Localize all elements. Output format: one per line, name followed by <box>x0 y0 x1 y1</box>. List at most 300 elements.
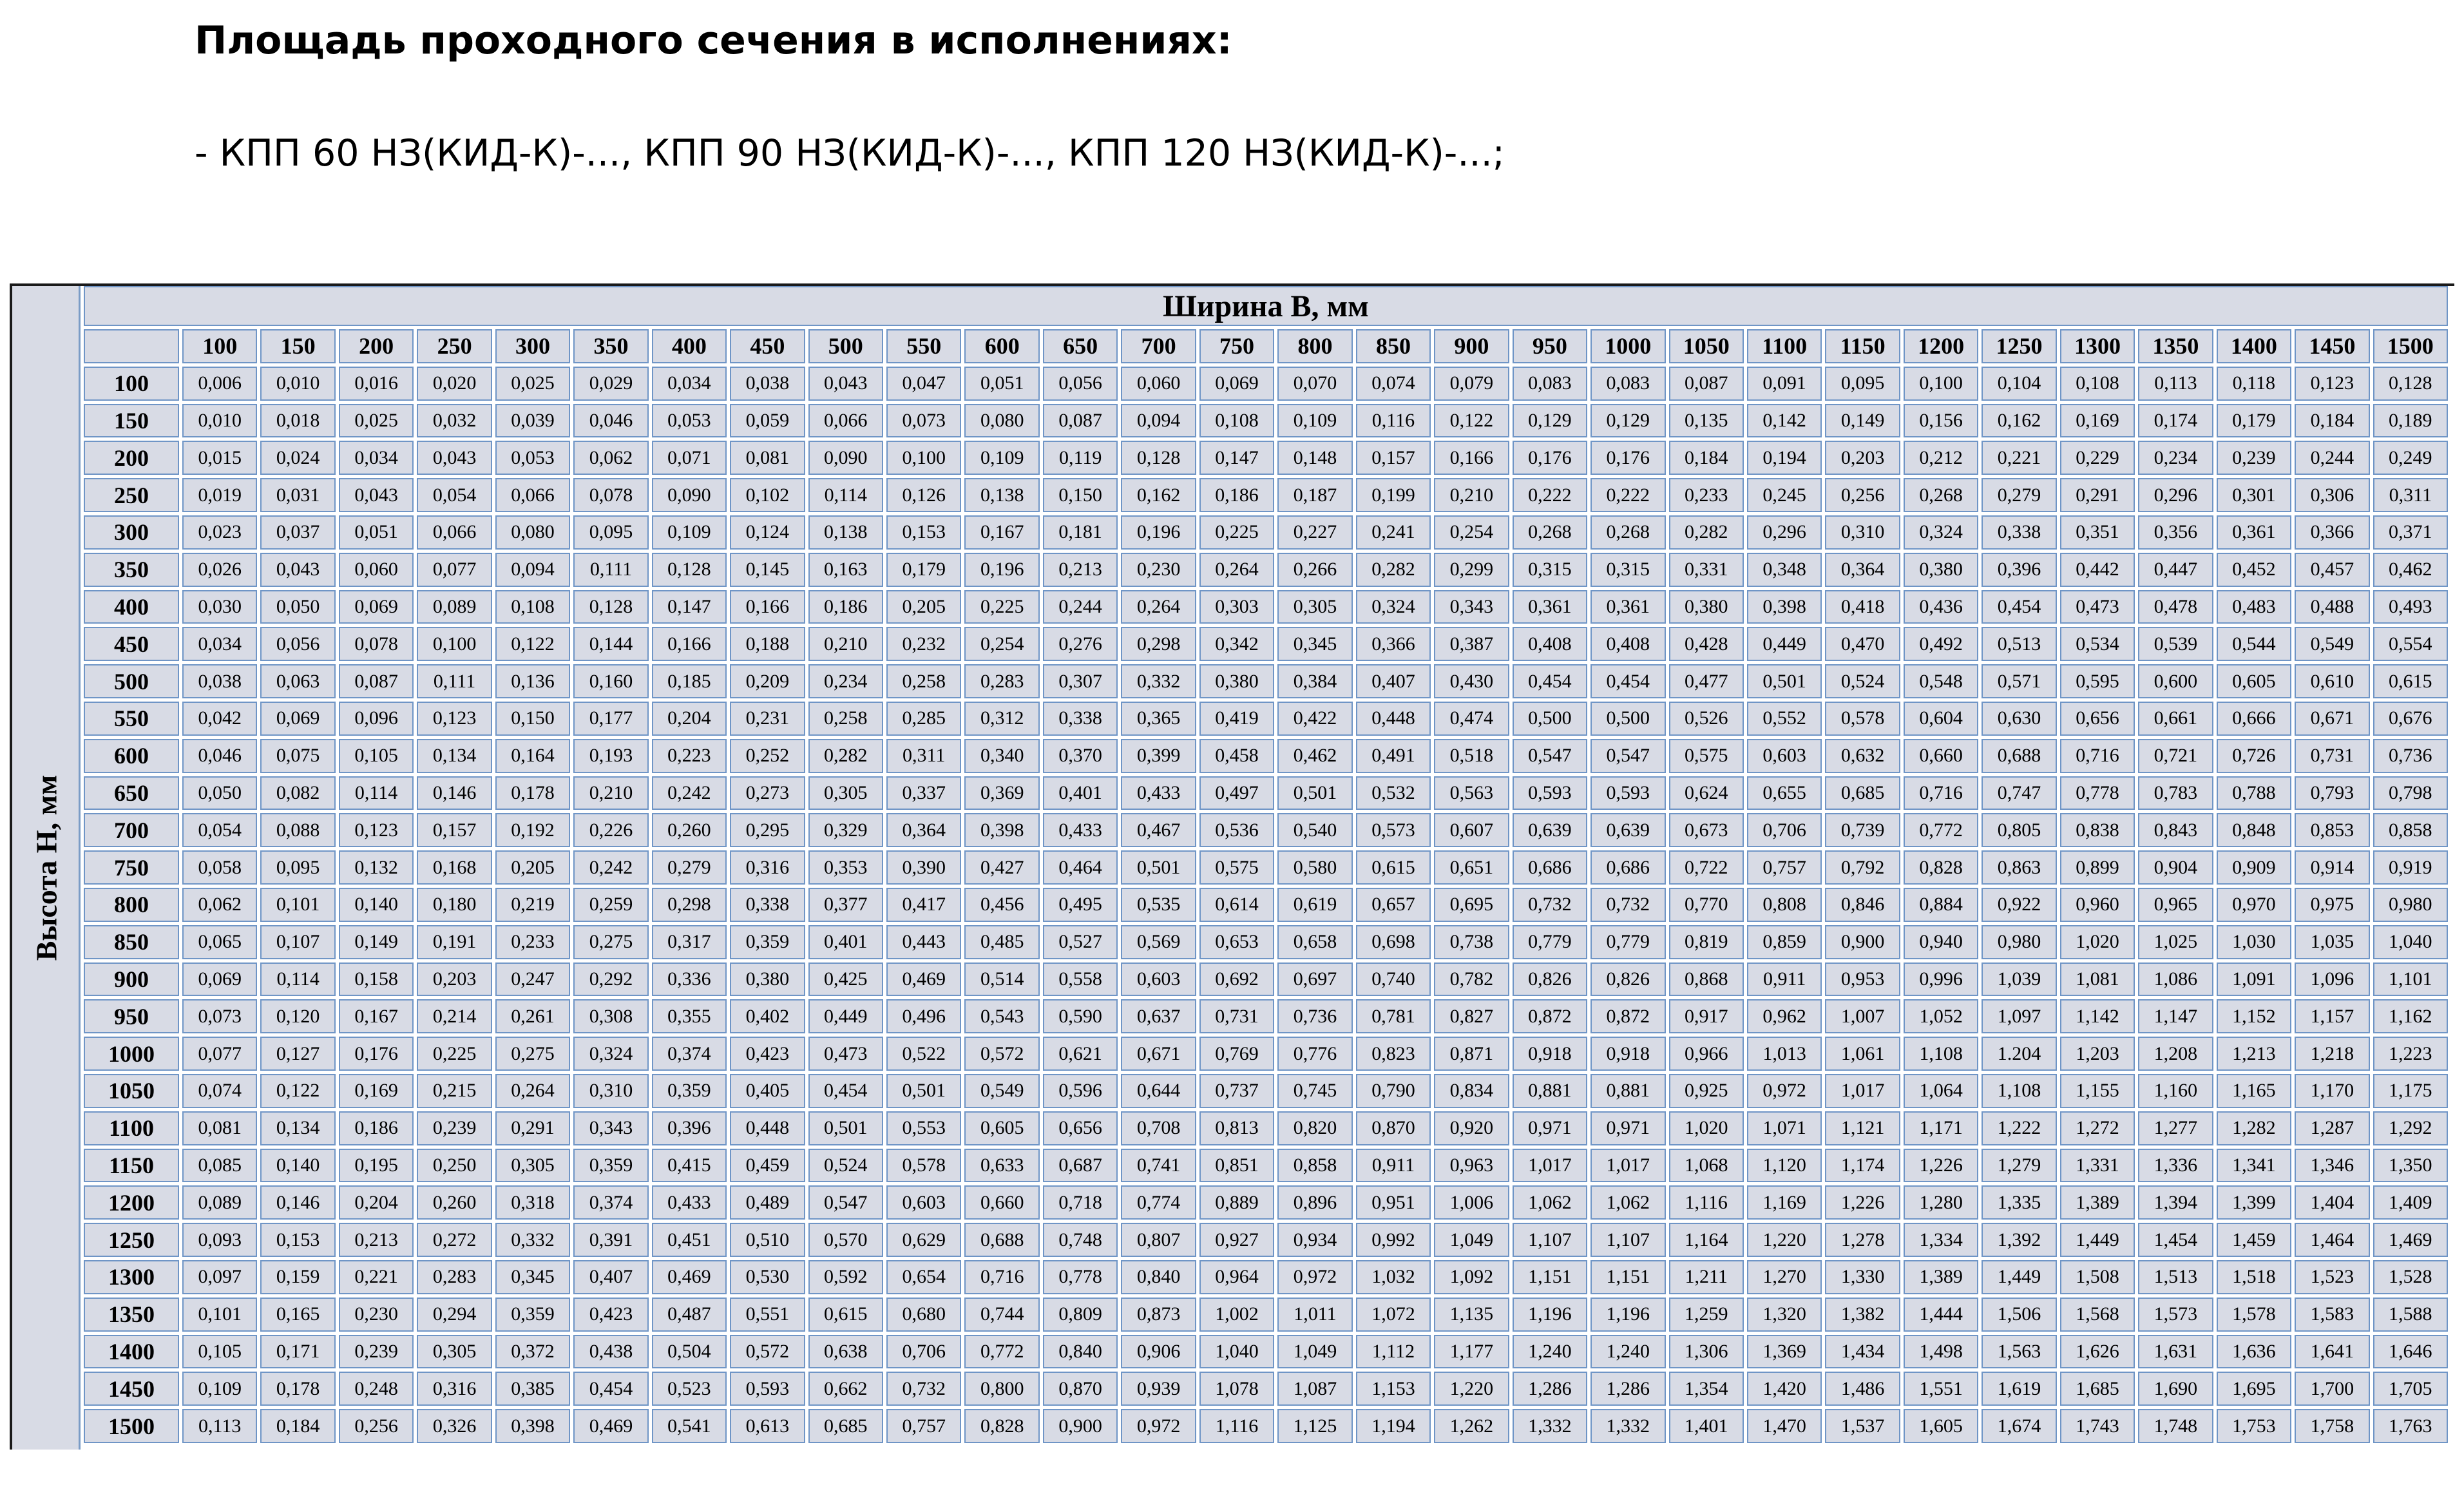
area-value-cell: 0,094 <box>1121 404 1196 438</box>
area-value-cell: 0,843 <box>2138 813 2213 847</box>
width-column-header: 800 <box>1277 329 1352 363</box>
area-value-cell: 0,096 <box>339 702 414 736</box>
area-value-cell: 0,111 <box>573 553 648 587</box>
area-value-cell: 0,340 <box>964 739 1039 773</box>
width-column-header: 400 <box>652 329 727 363</box>
area-value-cell: 0,047 <box>886 367 961 401</box>
area-value-cell: 0,619 <box>1277 888 1352 922</box>
area-value-cell: 0,025 <box>495 367 570 401</box>
area-value-cell: 0,605 <box>2217 664 2291 698</box>
area-value-cell: 0,073 <box>886 404 961 438</box>
area-value-cell: 0,656 <box>1043 1111 1118 1145</box>
area-value-cell: 1,170 <box>2295 1074 2369 1108</box>
area-value-cell: 0,914 <box>2295 850 2369 885</box>
area-value-cell: 0,364 <box>1825 553 1900 587</box>
area-value-cell: 0,132 <box>339 850 414 885</box>
height-row-header: 400 <box>84 590 179 624</box>
area-value-cell: 0,900 <box>1825 925 1900 959</box>
area-value-cell: 0,739 <box>1825 813 1900 847</box>
area-value-cell: 0,638 <box>808 1335 883 1369</box>
area-value-cell: 0,501 <box>1121 850 1196 885</box>
area-value-cell: 0,338 <box>1982 515 2056 550</box>
area-value-cell: 0,366 <box>2295 515 2369 550</box>
area-value-cell: 1,107 <box>1513 1223 1587 1257</box>
area-value-cell: 0,157 <box>1356 441 1431 475</box>
area-value-cell: 0,128 <box>573 590 648 624</box>
area-value-cell: 0,338 <box>1043 702 1118 736</box>
area-value-cell: 1,282 <box>2217 1111 2291 1145</box>
height-row-header: 550 <box>84 702 179 736</box>
area-value-cell: 0,305 <box>417 1335 492 1369</box>
area-value-cell: 0,716 <box>964 1260 1039 1294</box>
width-column-header: 450 <box>730 329 805 363</box>
area-value-cell: 0,769 <box>1199 1037 1274 1071</box>
area-value-cell: 0,972 <box>1277 1260 1352 1294</box>
area-value-cell: 0,332 <box>1121 664 1196 698</box>
area-value-cell: 0,398 <box>1747 590 1822 624</box>
area-value-cell: 1,068 <box>1669 1149 1744 1183</box>
area-value-cell: 1,332 <box>1590 1409 1665 1443</box>
area-value-cell: 0,805 <box>1982 813 2056 847</box>
area-value-cell: 0,828 <box>964 1409 1039 1443</box>
area-value-cell: 0,614 <box>1199 888 1274 922</box>
area-value-cell: 0,706 <box>886 1335 961 1369</box>
area-value-cell: 1,286 <box>1513 1372 1587 1406</box>
area-value-cell: 0,100 <box>1904 367 1978 401</box>
area-value-cell: 0,059 <box>730 404 805 438</box>
area-value-cell: 0,260 <box>417 1185 492 1220</box>
height-row-header: 1350 <box>84 1298 179 1332</box>
area-value-cell: 0,971 <box>1590 1111 1665 1145</box>
area-value-cell: 0,592 <box>808 1260 883 1294</box>
width-column-header: 1050 <box>1669 329 1744 363</box>
area-value-cell: 0,264 <box>495 1074 570 1108</box>
area-value-cell: 0,364 <box>886 813 961 847</box>
area-value-cell: 0,726 <box>2217 739 2291 773</box>
area-value-cell: 0,872 <box>1513 999 1587 1033</box>
area-value-cell: 0,210 <box>1434 478 1509 512</box>
area-value-cell: 0,166 <box>730 590 805 624</box>
area-value-cell: 1,081 <box>2060 962 2135 997</box>
area-value-cell: 0,590 <box>1043 999 1118 1033</box>
area-value-cell: 1,052 <box>1904 999 1978 1033</box>
area-value-cell: 1,062 <box>1590 1185 1665 1220</box>
area-value-cell: 0,196 <box>964 553 1039 587</box>
area-value-cell: 0,050 <box>182 776 257 810</box>
area-value-cell: 0,056 <box>260 627 335 661</box>
area-value-cell: 0,135 <box>1669 404 1744 438</box>
area-value-cell: 0,065 <box>182 925 257 959</box>
area-value-cell: 0,741 <box>1121 1149 1196 1183</box>
height-row-header: 1400 <box>84 1335 179 1369</box>
height-row-header: 500 <box>84 664 179 698</box>
area-value-cell: 0,256 <box>1825 478 1900 512</box>
area-value-cell: 0,920 <box>1434 1111 1509 1145</box>
area-value-cell: 0,917 <box>1669 999 1744 1033</box>
area-value-cell: 0,744 <box>964 1298 1039 1332</box>
area-value-cell: 0,087 <box>1043 404 1118 438</box>
area-value-cell: 0,401 <box>808 925 883 959</box>
area-value-cell: 0,660 <box>1904 739 1978 773</box>
area-value-cell: 0,189 <box>2373 404 2448 438</box>
area-value-cell: 0,685 <box>1825 776 1900 810</box>
area-value-cell: 0,868 <box>1669 962 1744 997</box>
area-value-cell: 0,661 <box>2138 702 2213 736</box>
area-value-cell: 0,737 <box>1199 1074 1274 1108</box>
area-value-cell: 0,501 <box>886 1074 961 1108</box>
width-column-header: 1300 <box>2060 329 2135 363</box>
area-value-cell: 0,083 <box>1590 367 1665 401</box>
area-value-cell: 0,449 <box>808 999 883 1033</box>
area-value-cell: 0,258 <box>886 664 961 698</box>
area-value-cell: 1,588 <box>2373 1298 2448 1332</box>
area-value-cell: 0,140 <box>260 1149 335 1183</box>
area-value-cell: 0,370 <box>1043 739 1118 773</box>
area-value-cell: 0,708 <box>1121 1111 1196 1145</box>
area-value-cell: 0,374 <box>652 1037 727 1071</box>
area-value-cell: 0,639 <box>1513 813 1587 847</box>
area-value-cell: 0,167 <box>964 515 1039 550</box>
area-value-cell: 0,716 <box>2060 739 2135 773</box>
area-value-cell: 0,666 <box>2217 702 2291 736</box>
area-value-cell: 0,225 <box>1199 515 1274 550</box>
area-value-cell: 0,911 <box>1356 1149 1431 1183</box>
width-column-header: 950 <box>1513 329 1587 363</box>
area-value-cell: 0,738 <box>1434 925 1509 959</box>
area-value-cell: 0,223 <box>652 739 727 773</box>
area-value-cell: 0,329 <box>808 813 883 847</box>
area-value-cell: 0,279 <box>1982 478 2056 512</box>
area-value-cell: 0,470 <box>1825 627 1900 661</box>
area-value-cell: 1,748 <box>2138 1409 2213 1443</box>
area-value-cell: 0,632 <box>1825 739 1900 773</box>
area-value-cell: 0,686 <box>1590 850 1665 885</box>
area-value-cell: 0,365 <box>1121 702 1196 736</box>
area-value-cell: 0,046 <box>182 739 257 773</box>
area-value-cell: 0,109 <box>182 1372 257 1406</box>
area-value-cell: 0,030 <box>182 590 257 624</box>
area-value-cell: 1,177 <box>1434 1335 1509 1369</box>
area-value-cell: 0,580 <box>1277 850 1352 885</box>
area-value-cell: 0,495 <box>1043 888 1118 922</box>
area-value-cell: 0,324 <box>1904 515 1978 550</box>
area-value-cell: 1,459 <box>2217 1223 2291 1257</box>
area-value-cell: 0,034 <box>182 627 257 661</box>
area-value-cell: 0,596 <box>1043 1074 1118 1108</box>
area-value-cell: 0,396 <box>652 1111 727 1145</box>
area-value-cell: 1,331 <box>2060 1149 2135 1183</box>
area-value-cell: 0,685 <box>808 1409 883 1443</box>
area-value-cell: 0,474 <box>1434 702 1509 736</box>
area-value-cell: 0,536 <box>1199 813 1274 847</box>
area-value-cell: 0,095 <box>260 850 335 885</box>
area-value-cell: 0,247 <box>495 962 570 997</box>
height-row-header: 750 <box>84 850 179 885</box>
area-value-cell: 0,451 <box>652 1223 727 1257</box>
area-value-cell: 0,153 <box>260 1223 335 1257</box>
area-value-cell: 1,646 <box>2373 1335 2448 1369</box>
area-value-cell: 0,212 <box>1904 441 1978 475</box>
area-value-cell: 1,389 <box>2060 1185 2135 1220</box>
area-value-cell: 0,209 <box>730 664 805 698</box>
height-row-header: 950 <box>84 999 179 1033</box>
area-value-cell: 1,035 <box>2295 925 2369 959</box>
area-value-cell: 0,184 <box>2295 404 2369 438</box>
area-value-cell: 0,034 <box>652 367 727 401</box>
area-value-cell: 0,454 <box>1590 664 1665 698</box>
area-value-cell: 0,408 <box>1590 627 1665 661</box>
area-value-cell: 0,686 <box>1513 850 1587 885</box>
area-value-cell: 0,478 <box>2138 590 2213 624</box>
height-row-header: 1300 <box>84 1260 179 1294</box>
area-value-cell: 0,655 <box>1747 776 1822 810</box>
area-value-cell: 1,164 <box>1669 1223 1744 1257</box>
area-value-cell: 0,178 <box>495 776 570 810</box>
area-value-cell: 0,171 <box>260 1335 335 1369</box>
area-value-cell: 0,951 <box>1356 1185 1431 1220</box>
area-value-cell: 0,371 <box>2373 515 2448 550</box>
area-value-cell: 0,651 <box>1434 850 1509 885</box>
area-value-cell: 0,385 <box>495 1372 570 1406</box>
area-value-cell: 1,464 <box>2295 1223 2369 1257</box>
area-value-cell: 0,279 <box>652 850 727 885</box>
area-value-cell: 1,151 <box>1590 1260 1665 1294</box>
area-value-cell: 0,595 <box>2060 664 2135 698</box>
area-value-cell: 0,722 <box>1669 850 1744 885</box>
area-value-cell: 0,488 <box>2295 590 2369 624</box>
area-value-cell: 0,306 <box>2295 478 2369 512</box>
area-value-cell: 0,863 <box>1982 850 2056 885</box>
area-value-cell: 1,196 <box>1513 1298 1587 1332</box>
area-value-cell: 0,549 <box>2295 627 2369 661</box>
area-value-cell: 0,276 <box>1043 627 1118 661</box>
area-value-cell: 0,500 <box>1590 702 1665 736</box>
area-value-cell: 0,199 <box>1356 478 1431 512</box>
area-value-cell: 0,563 <box>1434 776 1509 810</box>
area-value-cell: 1,389 <box>1904 1260 1978 1294</box>
area-value-cell: 0,283 <box>417 1260 492 1294</box>
area-value-cell: 0,153 <box>886 515 961 550</box>
area-value-cell: 0,419 <box>1199 702 1274 736</box>
area-value-cell: 0,456 <box>964 888 1039 922</box>
area-value-cell: 0,384 <box>1277 664 1352 698</box>
area-value-cell: 0,120 <box>260 999 335 1033</box>
area-value-cell: 0,087 <box>339 664 414 698</box>
area-value-cell: 0,782 <box>1434 962 1509 997</box>
area-value-cell: 1,032 <box>1356 1260 1431 1294</box>
area-value-cell: 0,219 <box>495 888 570 922</box>
area-value-cell: 0,015 <box>182 441 257 475</box>
area-value-cell: 0,026 <box>182 553 257 587</box>
area-value-cell: 1,513 <box>2138 1260 2213 1294</box>
area-value-cell: 0,858 <box>2373 813 2448 847</box>
area-value-cell: 1,277 <box>2138 1111 2213 1145</box>
area-value-cell: 0,214 <box>417 999 492 1033</box>
area-value-cell: 0,535 <box>1121 888 1196 922</box>
area-value-cell: 0,193 <box>573 739 648 773</box>
area-value-cell: 0,231 <box>730 702 805 736</box>
area-value-cell: 0,268 <box>1590 515 1665 550</box>
area-value-cell: 0,624 <box>1669 776 1744 810</box>
area-value-cell: 0,250 <box>417 1149 492 1183</box>
area-value-cell: 0,838 <box>2060 813 2135 847</box>
area-value-cell: 0,069 <box>1199 367 1274 401</box>
area-value-cell: 0,547 <box>1513 739 1587 773</box>
area-value-cell: 0,473 <box>2060 590 2135 624</box>
area-value-cell: 1,240 <box>1513 1335 1587 1369</box>
area-value-cell: 0,100 <box>417 627 492 661</box>
area-value-cell: 0,884 <box>1904 888 1978 922</box>
area-value-cell: 0,305 <box>495 1149 570 1183</box>
height-row-header: 650 <box>84 776 179 810</box>
area-value-cell: 0,697 <box>1277 962 1352 997</box>
height-row-header: 900 <box>84 962 179 997</box>
area-value-cell: 0,966 <box>1669 1037 1744 1071</box>
area-value-cell: 0,259 <box>573 888 648 922</box>
area-value-cell: 0,023 <box>182 515 257 550</box>
area-value-cell: 1,017 <box>1825 1074 1900 1108</box>
area-value-cell: 0,205 <box>495 850 570 885</box>
area-value-cell: 0,167 <box>339 999 414 1033</box>
area-value-cell: 1,449 <box>1982 1260 2056 1294</box>
area-value-cell: 0,881 <box>1590 1074 1665 1108</box>
area-value-cell: 0,305 <box>808 776 883 810</box>
area-value-cell: 0,417 <box>886 888 961 922</box>
width-column-header: 150 <box>260 329 335 363</box>
area-value-cell: 0,607 <box>1434 813 1509 847</box>
area-value-cell: 0,091 <box>1747 367 1822 401</box>
area-value-cell: 1,341 <box>2217 1149 2291 1183</box>
area-value-cell: 0,407 <box>573 1260 648 1294</box>
area-value-cell: 0,273 <box>730 776 805 810</box>
area-value-cell: 0,621 <box>1043 1037 1118 1071</box>
width-column-header: 1250 <box>1982 329 2056 363</box>
area-value-cell: 0,039 <box>495 404 570 438</box>
area-value-cell: 0,423 <box>573 1298 648 1332</box>
area-value-cell: 0,778 <box>2060 776 2135 810</box>
area-value-cell: 0,317 <box>652 925 727 959</box>
area-value-cell: 0,225 <box>964 590 1039 624</box>
area-value-cell: 0,826 <box>1513 962 1587 997</box>
area-value-cell: 1,120 <box>1747 1149 1822 1183</box>
height-row-header: 150 <box>84 404 179 438</box>
area-value-cell: 0,203 <box>417 962 492 997</box>
area-value-cell: 1,135 <box>1434 1298 1509 1332</box>
area-value-cell: 0,671 <box>1121 1037 1196 1071</box>
height-row-header: 1200 <box>84 1185 179 1220</box>
area-value-cell: 0,239 <box>417 1111 492 1145</box>
area-value-cell: 0,233 <box>495 925 570 959</box>
area-value-cell: 0,062 <box>573 441 648 475</box>
area-value-cell: 1,007 <box>1825 999 1900 1033</box>
area-value-cell: 0,425 <box>808 962 883 997</box>
area-value-cell: 0,654 <box>886 1260 961 1294</box>
area-value-cell: 1,578 <box>2217 1298 2291 1332</box>
area-value-cell: 0,204 <box>339 1185 414 1220</box>
area-value-cell: 0,846 <box>1825 888 1900 922</box>
width-column-header: 1200 <box>1904 329 1978 363</box>
area-value-cell: 0,826 <box>1590 962 1665 997</box>
area-value-cell: 0,603 <box>1121 962 1196 997</box>
area-value-cell: 0,264 <box>1121 590 1196 624</box>
area-value-cell: 0,025 <box>339 404 414 438</box>
area-value-cell: 1,278 <box>1825 1223 1900 1257</box>
area-value-cell: 0,940 <box>1904 925 1978 959</box>
cross-section-table <box>84 286 2448 1443</box>
area-value-cell: 0,960 <box>2060 888 2135 922</box>
area-value-cell: 0,497 <box>1199 776 1274 810</box>
area-value-cell: 0,181 <box>1043 515 1118 550</box>
area-value-cell: 0,104 <box>1982 367 2056 401</box>
area-value-cell: 1,705 <box>2373 1372 2448 1406</box>
area-value-cell: 0,222 <box>1513 478 1587 512</box>
area-value-cell: 1,171 <box>1904 1111 1978 1145</box>
area-value-cell: 0,010 <box>260 367 335 401</box>
area-value-cell: 1,420 <box>1747 1372 1822 1406</box>
area-value-cell: 0,074 <box>182 1074 257 1108</box>
area-value-cell: 0,870 <box>1356 1111 1431 1145</box>
area-value-cell: 0,721 <box>2138 739 2213 773</box>
area-value-cell: 0,436 <box>1904 590 1978 624</box>
area-value-cell: 0,348 <box>1747 553 1822 587</box>
area-value-cell: 1,091 <box>2217 962 2291 997</box>
area-value-cell: 1,279 <box>1982 1149 2056 1183</box>
area-value-cell: 0,510 <box>730 1223 805 1257</box>
area-value-cell: 0,501 <box>1747 664 1822 698</box>
area-value-cell: 0,872 <box>1590 999 1665 1033</box>
area-value-cell: 1,169 <box>1747 1185 1822 1220</box>
area-value-cell: 0,518 <box>1434 739 1509 773</box>
area-value-cell: 0,174 <box>2138 404 2213 438</box>
area-value-cell: 1,537 <box>1825 1409 1900 1443</box>
area-value-cell: 0,301 <box>2217 478 2291 512</box>
area-value-cell: 0,054 <box>417 478 492 512</box>
area-value-cell: 0,163 <box>808 553 883 587</box>
area-value-cell: 1,259 <box>1669 1298 1744 1332</box>
area-value-cell: 1,040 <box>1199 1335 1274 1369</box>
area-value-cell: 0,889 <box>1199 1185 1274 1220</box>
area-value-cell: 0,070 <box>1277 367 1352 401</box>
area-value-cell: 0,380 <box>1904 553 1978 587</box>
width-column-header: 900 <box>1434 329 1509 363</box>
area-value-cell: 0,573 <box>1356 813 1431 847</box>
area-value-cell: 0,731 <box>1199 999 1274 1033</box>
area-value-cell: 0,578 <box>886 1149 961 1183</box>
area-value-cell: 1,700 <box>2295 1372 2369 1406</box>
area-value-cell: 1,568 <box>2060 1298 2135 1332</box>
area-value-cell: 1,763 <box>2373 1409 2448 1443</box>
area-value-cell: 1,332 <box>1513 1409 1587 1443</box>
area-value-cell: 0,547 <box>1590 739 1665 773</box>
area-value-cell: 1,096 <box>2295 962 2369 997</box>
area-value-cell: 0,820 <box>1277 1111 1352 1145</box>
area-value-cell: 0,268 <box>1904 478 1978 512</box>
area-value-cell: 0,291 <box>2060 478 2135 512</box>
area-value-cell: 0,162 <box>1121 478 1196 512</box>
area-value-cell: 0,343 <box>573 1111 648 1145</box>
area-value-cell: 1,392 <box>1982 1223 2056 1257</box>
area-value-cell: 0,210 <box>573 776 648 810</box>
area-value-cell: 0,261 <box>495 999 570 1033</box>
area-value-cell: 0,485 <box>964 925 1039 959</box>
area-value-cell: 1,449 <box>2060 1223 2135 1257</box>
area-value-cell: 1,062 <box>1513 1185 1587 1220</box>
area-value-cell: 0,572 <box>730 1335 805 1369</box>
area-value-cell: 0,637 <box>1121 999 1196 1033</box>
area-value-cell: 0,123 <box>339 813 414 847</box>
area-value-cell: 0,604 <box>1904 702 1978 736</box>
area-value-cell: 0,366 <box>1356 627 1431 661</box>
